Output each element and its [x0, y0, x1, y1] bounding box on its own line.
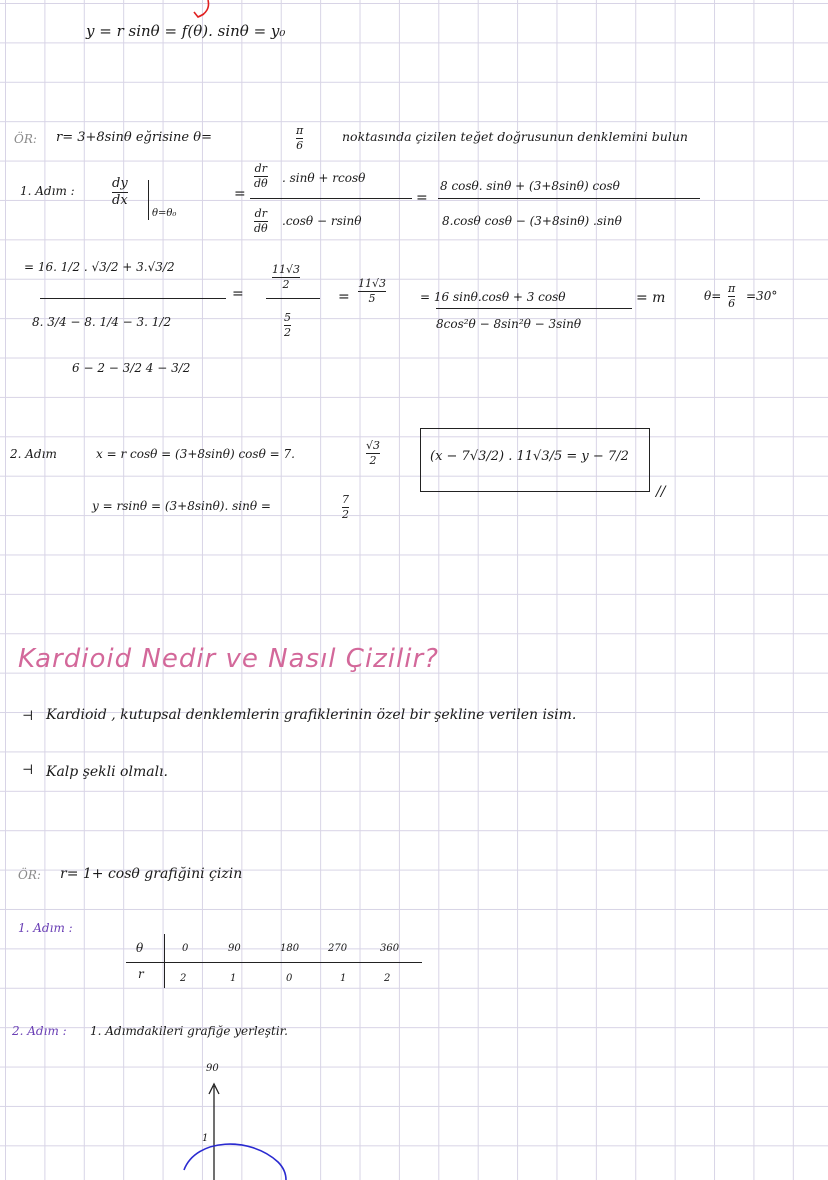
y-frac-den: 2 — [342, 507, 349, 521]
table-header-r: r — [138, 967, 144, 981]
mid-den: 5 — [284, 311, 291, 324]
theta-eq-num: π — [728, 282, 736, 295]
x-line: x = r cosθ = (3+8sinθ) cosθ = 7. — [96, 447, 295, 461]
dtheta: dθ — [254, 221, 268, 235]
result-fraction — [358, 278, 386, 304]
table-header-theta: θ — [136, 941, 144, 955]
example2-step1-label: 1. Adım : — [18, 921, 73, 935]
x-fraction — [366, 440, 380, 466]
mid-eq: = — [338, 289, 350, 305]
theta-eq: θ= — [704, 289, 722, 303]
mid-num-fraction — [272, 264, 300, 290]
theta-cell: 90 — [228, 943, 241, 954]
dr-dtheta-den — [254, 208, 268, 234]
step2-label: 2. Adım — [10, 447, 57, 461]
right-den: 8cos²θ − 8sin²θ − 3sinθ — [436, 317, 582, 331]
example1-statement: r= 3+8sinθ eğrisine θ= — [56, 130, 212, 145]
example1-theta-fraction — [296, 125, 303, 151]
step1-eq: = — [234, 186, 246, 202]
theta-num: π — [296, 124, 304, 137]
den-tail: .cosθ − rsinθ — [282, 214, 362, 228]
theta-eq-fraction — [728, 283, 735, 309]
step1-eq2: = — [416, 190, 428, 206]
r-cell: 0 — [286, 973, 293, 984]
result-num: 11√3 — [358, 277, 387, 290]
expanded-bar — [438, 198, 700, 199]
x-frac-num: √3 — [366, 439, 381, 452]
mid-num-den: 2 — [282, 277, 290, 291]
right-num: = 16 sinθ.cosθ + 3 cosθ — [420, 290, 566, 304]
r-cell: 1 — [340, 973, 347, 984]
bullet2: Kalp şekli olmalı. — [46, 764, 168, 780]
dr-dtheta-num — [254, 163, 268, 189]
right-m: = m — [636, 290, 666, 306]
theta-eq-den: 6 — [728, 296, 736, 310]
dr: dr — [254, 162, 267, 175]
r-cell: 1 — [230, 973, 237, 984]
num-tail: . sinθ + rcosθ — [282, 171, 366, 185]
example1-label: ÖR: — [14, 132, 37, 146]
theta-cell: 180 — [280, 943, 300, 954]
section-heading: Kardioid Nedir ve Nasıl Çizilir? — [18, 644, 439, 674]
red-arrow-icon — [186, 0, 216, 24]
eval-bar — [148, 180, 149, 220]
bullet1: Kardioid , kutupsal denklemlerin grafiklerinin özel bir şekline verilen isim. — [46, 707, 577, 723]
mid-den-fraction — [284, 312, 291, 338]
example2-statement: r= 1+ cosθ grafiğini çizin — [60, 866, 243, 882]
r-cell: 2 — [384, 973, 391, 984]
theta-cell: 0 — [182, 943, 189, 954]
right-bar — [436, 308, 632, 309]
example2-step2-text: 1. Adımdakileri grafiğe yerleştir. — [90, 1024, 288, 1038]
y-line: y = rsinθ = (3+8sinθ). sinθ = — [92, 499, 271, 513]
dx: dx — [112, 192, 128, 208]
expanded-num: 8 cosθ. sinθ + (3+8sinθ) cosθ — [440, 179, 620, 193]
mid-num: 11√3 — [272, 263, 301, 276]
y-frac-num: 7 — [342, 493, 349, 506]
polar-axis-icon — [170, 1080, 290, 1180]
x-frac-den: 2 — [369, 453, 377, 467]
top-formula: y = r sinθ = f(θ). sinθ = y₀ — [86, 22, 286, 40]
line2-calc: 6 − 2 − 3/2 4 − 3/2 — [72, 361, 191, 375]
dr: dr — [254, 207, 267, 220]
theta-cell: 360 — [380, 943, 400, 954]
example2-label: ÖR: — [18, 868, 41, 882]
result-den: 5 — [368, 291, 376, 305]
dy-dx-fraction — [112, 177, 128, 207]
mid-den-den: 2 — [284, 325, 291, 339]
slashes: // — [656, 484, 666, 500]
theta-cell: 270 — [328, 943, 348, 954]
table-vline — [164, 934, 165, 988]
mid-bar — [266, 298, 320, 299]
example2-step2-label: 2. Adım : — [12, 1024, 67, 1038]
y-fraction — [342, 494, 349, 520]
step1-label: 1. Adım : — [20, 184, 75, 198]
dtheta: dθ — [254, 176, 268, 190]
dy: dy — [112, 176, 128, 191]
table-hline — [126, 962, 422, 963]
axis-label-90: 90 — [206, 1063, 219, 1074]
line2-num: = 16. 1/2 . √3/2 + 3.√3/2 — [24, 260, 175, 274]
r-cell: 2 — [180, 973, 187, 984]
theta-eq-val: =30° — [746, 289, 778, 303]
boxed-equation: (x − 7√3/2) . 11√3/5 = y − 7/2 — [430, 449, 629, 464]
expanded-den: 8.cosθ cosθ − (3+8sinθ) .sinθ — [442, 214, 622, 228]
bullet-dash-2: ⊣ — [22, 763, 34, 778]
line2-bar — [40, 298, 226, 299]
main-fraction-bar — [250, 198, 412, 199]
line2-eq: = — [232, 286, 244, 302]
eval-at: θ=θ₀ — [152, 208, 177, 219]
bullet-dash-1: ⊣ — [22, 709, 34, 724]
line2-den: 8. 3/4 − 8. 1/4 − 3. 1/2 — [32, 315, 172, 329]
example1-statement-end: noktasında çizilen teğet doğrusunun denklemini bulun — [342, 129, 688, 144]
axis-tick-1: 1 — [202, 1133, 209, 1144]
theta-den: 6 — [296, 138, 304, 152]
